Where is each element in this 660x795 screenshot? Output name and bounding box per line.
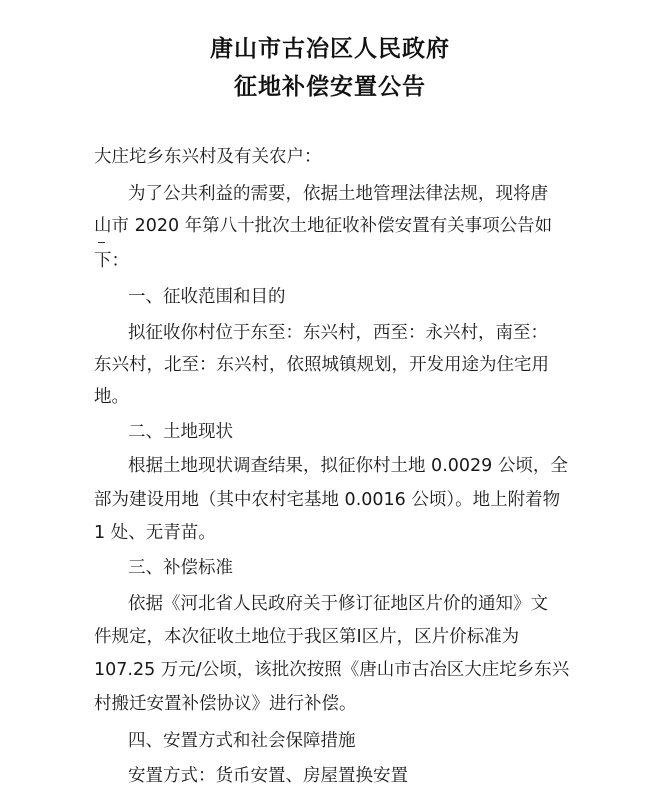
document-title: 唐山市古冶区人民政府 <box>210 35 450 62</box>
section-3-line-4: 村搬迁安置补偿协议》进行补偿。 <box>94 694 357 714</box>
stray-mark <box>98 242 105 243</box>
section-1-line-1: 拟征收你村位于东至：东兴村，西至：永兴村，南至： <box>128 323 548 343</box>
section-2-heading: 二、土地现状 <box>128 422 233 442</box>
section-3-heading: 三、补偿标准 <box>128 558 233 578</box>
intro-line-1: 为了公共利益的需要，依据土地管理法律法规，现将唐 <box>128 184 548 204</box>
section-3-line-3: 107.25 万元/公顷，该批次按照《唐山市古冶区大庄坨乡东兴 <box>94 660 570 680</box>
section-4-line-1: 安置方式：货币安置、房屋置换安置 <box>128 766 408 786</box>
intro-line-2: 山市 2020 年第八十批次土地征收补偿安置有关事项公告如 <box>94 216 553 236</box>
section-1-heading: 一、征收范围和目的 <box>128 287 286 307</box>
section-1-line-2: 东兴村，北至：东兴村，依照城镇规划，开发用途为住宅用 <box>94 355 549 375</box>
section-2-line-1: 根据土地现状调查结果，拟征你村土地 0.0029 公顷，全 <box>128 456 568 476</box>
section-2-line-3: 1 处、无青苗。 <box>94 523 216 543</box>
salutation: 大庄坨乡东兴村及有关农户： <box>94 147 322 167</box>
intro-line-3: 下： <box>94 251 129 271</box>
section-3-line-1: 依据《河北省人民政府关于修订征地区片价的通知》文 <box>128 594 548 614</box>
document-subtitle: 征地补偿安置公告 <box>234 73 426 100</box>
section-3-line-2: 件规定，本次征收土地位于我区第Ⅰ区片，区片价标准为 <box>94 627 520 647</box>
section-2-line-2: 部为建设用地（其中农村宅基地 0.0016 公顷）。地上附着物 <box>94 490 561 510</box>
section-1-line-3: 地。 <box>94 387 129 407</box>
section-4-heading: 四、安置方式和社会保障措施 <box>128 731 356 751</box>
